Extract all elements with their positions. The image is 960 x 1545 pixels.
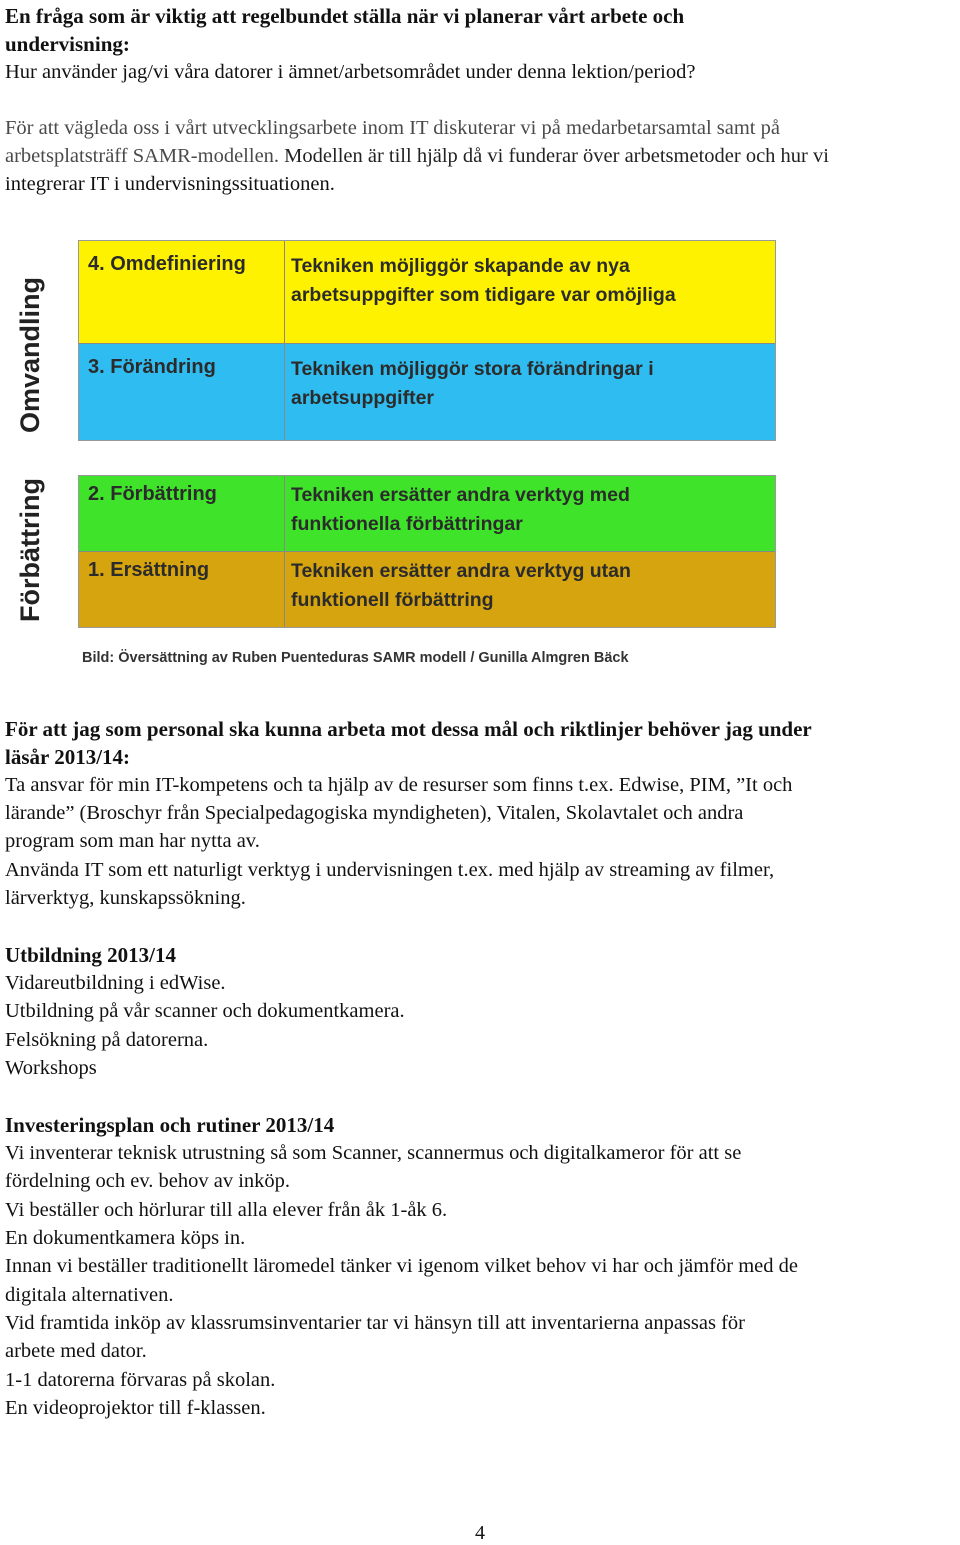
page-number: 4 xyxy=(475,1522,485,1544)
intro-heading-line1: En fråga som är viktig att regelbundet ställa när vi planerar vårt arbete och xyxy=(5,4,685,28)
investment-heading: Investeringsplan och rutiner 2013/14 xyxy=(5,1113,335,1137)
goals-heading-line2: läsår 2013/14: xyxy=(5,745,131,769)
training-heading: Utbildning 2013/14 xyxy=(5,943,176,967)
investment-line: En videoprojektor till f-klassen. xyxy=(5,1397,266,1419)
intro-paragraph-line3: integrerar IT i undervisningssituationen. xyxy=(5,173,335,195)
samr-level-4-desc: Tekniken möjliggör skapande av nya arbetsuppgifter som tidigare var omöjliga xyxy=(291,255,676,306)
investment-line: En dokumentkamera köps in. xyxy=(5,1227,246,1249)
training-line: Felsökning på datorerna. xyxy=(5,1029,209,1051)
investment-line: 1-1 datorerna förvaras på skolan. xyxy=(5,1369,276,1391)
investment-line: Innan vi beställer traditionellt läromedel tänker vi igenom vilket behov vi har och jämför med de xyxy=(5,1255,798,1277)
samr-level-3-name: 3. Förändring xyxy=(79,344,285,440)
samr-level-2-name: 2. Förbättring xyxy=(79,476,285,551)
samr-level-4-name: 4. Omdefiniering xyxy=(79,241,285,343)
intro-paragraph-line2a: arbetsplatsträff SAMR-modellen. xyxy=(5,145,280,167)
intro-paragraph-line2 xyxy=(5,142,829,170)
group-label-omvandling: Omvandling xyxy=(15,277,45,434)
training-line: Workshops xyxy=(5,1057,97,1079)
goals-heading-line1: För att jag som personal ska kunna arbeta mot dessa mål och riktlinjer behöver jag under xyxy=(5,717,812,741)
training-line: Vidareutbildning i edWise. xyxy=(5,972,226,994)
goals-line: lärande” (Broschyr från Specialpedagogiska myndigheten), Vitalen, Skolavtalet och andra xyxy=(5,802,744,824)
training-line: Utbildning på vår scanner och dokumentkamera. xyxy=(5,1000,405,1022)
samr-level-1-desc: Tekniken ersätter andra verktyg utan funktionell förbättring xyxy=(291,560,631,611)
goals-line: Använda IT som ett naturligt verktyg i undervisningen t.ex. med hjälp av streaming av filmer, xyxy=(5,859,775,881)
samr-block-transformation xyxy=(78,240,776,441)
goals-line: Ta ansvar för min IT-kompetens och ta hjälp av de resurser som finns t.ex. Edwise, PIM, ”It och xyxy=(5,774,793,796)
investment-line: Vi inventerar teknisk utrustning så som Scanner, scannermus och digitalkameror för att se xyxy=(5,1142,742,1164)
investment-line: digitala alternativen. xyxy=(5,1284,174,1306)
investment-line: fördelning och ev. behov av inköp. xyxy=(5,1170,291,1192)
intro-paragraph-line1: För att vägleda oss i vårt utvecklingsarbete inom IT diskuterar vi på medarbetarsamtal samt på xyxy=(5,117,780,139)
samr-model-figure xyxy=(0,230,800,680)
intro-paragraph-line2b: Modellen är till hjälp då vi funderar över arbetsmetoder och hur vi xyxy=(279,145,829,167)
samr-level-2-desc: Tekniken ersätter andra verktyg med funktionella förbättringar xyxy=(291,484,630,535)
samr-level-4-row xyxy=(79,241,775,344)
investment-line: Vid framtida inköp av klassrumsinventarier tar vi hänsyn till att inventarierna anpassas för xyxy=(5,1312,745,1334)
samr-level-1-row xyxy=(79,552,775,627)
samr-level-3-row xyxy=(79,344,775,440)
intro-heading-line2: undervisning: xyxy=(5,32,130,56)
samr-level-3-desc: Tekniken möjliggör stora förändringar i arbetsuppgifter xyxy=(291,358,654,409)
goals-line: program som man har nytta av. xyxy=(5,830,260,852)
investment-line: Vi beställer och hörlurar till alla elever från åk 1-åk 6. xyxy=(5,1199,448,1221)
samr-level-2-row xyxy=(79,476,775,552)
figure-caption: Bild: Översättning av Ruben Puenteduras SAMR modell / Gunilla Almgren Bäck xyxy=(82,650,629,666)
group-label-forbattring: Förbättring xyxy=(15,478,45,622)
samr-block-enhancement xyxy=(78,475,776,628)
goals-line: lärverktyg, kunskapssökning. xyxy=(5,887,246,909)
investment-line: arbete med dator. xyxy=(5,1340,147,1362)
intro-question: Hur använder jag/vi våra datorer i ämnet/arbetsområdet under denna lektion/period? xyxy=(5,61,696,83)
samr-level-1-name: 1. Ersättning xyxy=(79,552,285,627)
